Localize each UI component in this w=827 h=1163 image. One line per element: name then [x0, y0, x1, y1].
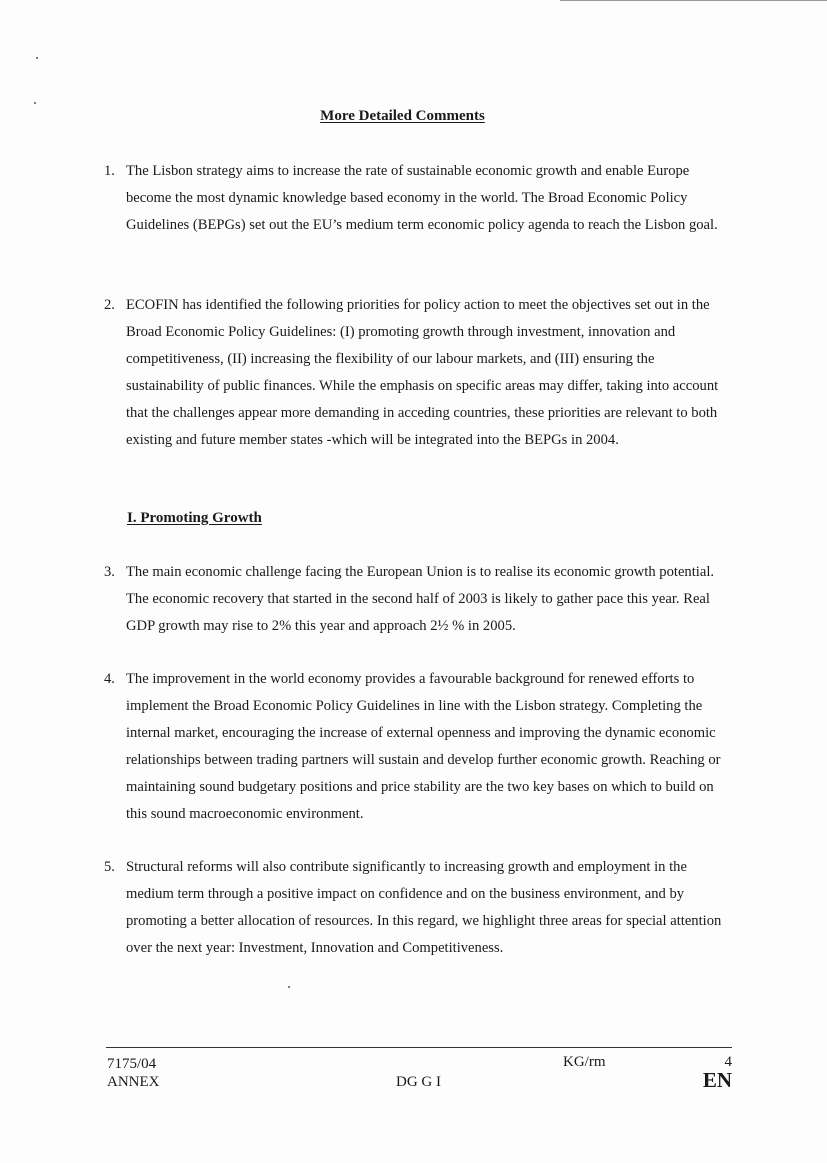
- scan-speck: [34, 102, 36, 104]
- paragraph-number: 3.: [104, 564, 115, 580]
- paragraph-3: [104, 559, 732, 640]
- paragraph-text: The Lisbon strategy aims to increase the rate of sustainable economic growth and enable Europe become the most dynamic knowledge based economy in the world. The Broad Economic Policy Guidelines (BEPGs) set out the EU’s medium term economic policy agenda to reach the Lisbon goal.: [126, 163, 718, 233]
- paragraph-text: The improvement in the world economy provides a favourable background for renewed efforts to implement the Broad Economic Policy Guidelines in line with the Lisbon strategy. Completing the internal market, encouraging the increase of external openness and improving the dynamic economic relationships between trading partners will sustain and develop further economic growth. Reaching or maintaining sound budgetary positions and price stability are the two key bases on which to build on this sound macroeconomic environment.: [126, 671, 721, 822]
- scan-speck: [288, 986, 290, 988]
- document-title: More Detailed Comments: [320, 108, 485, 124]
- footer-initials: KG/rm: [563, 1054, 606, 1070]
- paragraph-1: [104, 158, 732, 239]
- paragraph-text: Structural reforms will also contribute significantly to increasing growth and employment in the medium term through a positive impact on confidence and on the business environment, and by promoting a better allocation of resources. In this regard, we highlight three areas for special attention over the next year: Investment, Innovation and Competitiveness.: [126, 859, 722, 956]
- section-heading: I. Promoting Growth: [127, 510, 262, 526]
- footer-page-number: 4: [724, 1054, 732, 1070]
- footer-language: EN: [702, 1068, 732, 1092]
- paragraph-number: 4.: [104, 671, 115, 687]
- paragraph-2: [104, 292, 732, 454]
- paragraph-number: 2.: [104, 297, 115, 313]
- paragraph-5: [104, 854, 732, 962]
- paragraph-text: ECOFIN has identified the following priorities for policy action to meet the objectives set out in the Broad Economic Policy Guidelines: (I) promoting growth through investment, innovation and competitiveness, (II) increasing the flexibility of our labour markets, and (III) ensuring the sustainability of public finances. While the emphasis on specific areas may differ, taking into account that the challenges appear more demanding in acceding countries, these priorities are relevant to both existing and future member states -which will be integrated into the BEPGs in 2004.: [126, 297, 719, 448]
- scan-edge-line: [560, 0, 827, 1]
- scan-speck: [36, 57, 38, 59]
- paragraph-4: [104, 666, 732, 828]
- paragraph-number: 1.: [104, 163, 115, 179]
- paragraph-number: 5.: [104, 859, 115, 875]
- footer-doc-number: 7175/04: [107, 1056, 157, 1072]
- paragraph-text: The main economic challenge facing the European Union is to realise its economic growth potential. The economic recovery that started in the second half of 2003 is likely to gather pace this year. Real GDP growth may rise to 2% this year and approach 2½ % in 2005.: [126, 564, 715, 634]
- footer-annex: ANNEX: [107, 1074, 160, 1090]
- footer-divider: [106, 1047, 732, 1048]
- footer-department: DG G I: [396, 1074, 441, 1090]
